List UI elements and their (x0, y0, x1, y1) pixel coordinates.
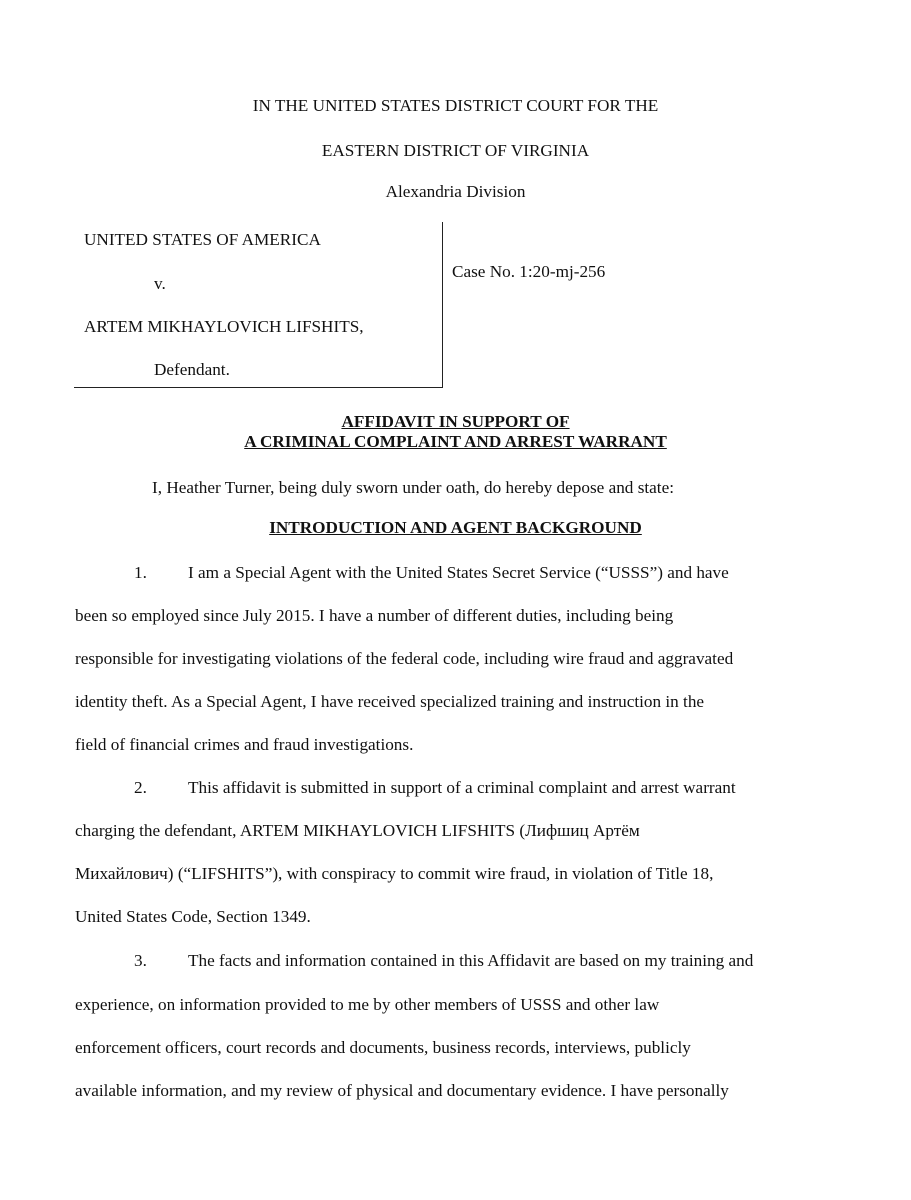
document-title-line-2: A CRIMINAL COMPLAINT AND ARREST WARRANT (244, 432, 667, 451)
section-heading: INTRODUCTION AND AGENT BACKGROUND (269, 518, 642, 537)
court-name-line-2: EASTERN DISTRICT OF VIRGINIA (321, 141, 590, 160)
caption-horizontal-rule (74, 387, 443, 388)
paragraph-line: United States Code, Section 1349. (75, 907, 311, 926)
caption-plaintiff: UNITED STATES OF AMERICA (84, 230, 321, 249)
paragraph-line: Михайлович) (“LIFSHITS”), with conspiracy to commit wire fraud, in violation of Title 18, (75, 864, 714, 883)
paragraph-line: been so employed since July 2015. I have a number of different duties, including being (75, 606, 674, 625)
court-name-line-1: IN THE UNITED STATES DISTRICT COURT FOR THE (252, 96, 659, 115)
paragraph-line: responsible for investigating violations of the federal code, including wire fraud and aggravated (75, 649, 734, 668)
document-title-line-1: AFFIDAVIT IN SUPPORT OF (341, 412, 570, 431)
paragraph-number: 1. (134, 563, 147, 582)
case-number: Case No. 1:20-mj-256 (452, 262, 606, 281)
paragraph-line: identity theft. As a Special Agent, I have received specialized training and instruction in the (75, 692, 705, 711)
paragraph-line: available information, and my review of physical and documentary evidence. I have personally (75, 1081, 729, 1100)
caption-defendant-role: Defendant. (154, 360, 230, 379)
paragraph-line: experience, on information provided to me by other members of USSS and other law (75, 995, 660, 1014)
caption-vertical-rule (442, 222, 443, 388)
caption-versus: v. (154, 274, 166, 293)
paragraph-line: charging the defendant, ARTEM MIKHAYLOVICH LIFSHITS (Лифшиц Артём (75, 821, 640, 840)
caption-defendant-name: ARTEM MIKHAYLOVICH LIFSHITS, (84, 317, 364, 336)
paragraph-number: 3. (134, 951, 147, 970)
paragraph-number: 2. (134, 778, 147, 797)
court-division: Alexandria Division (385, 182, 526, 201)
paragraph-first-line: The facts and information contained in this Affidavit are based on my training and (188, 951, 754, 970)
paragraph-first-line: This affidavit is submitted in support of a criminal complaint and arrest warrant (188, 778, 736, 797)
paragraph-first-line: I am a Special Agent with the United States Secret Service (“USSS”) and have (188, 563, 729, 582)
paragraph-line: field of financial crimes and fraud investigations. (75, 735, 414, 754)
paragraph-line: enforcement officers, court records and documents, business records, interviews, publicly (75, 1038, 691, 1057)
intro-statement: I, Heather Turner, being duly sworn under oath, do hereby depose and state: (152, 478, 674, 497)
